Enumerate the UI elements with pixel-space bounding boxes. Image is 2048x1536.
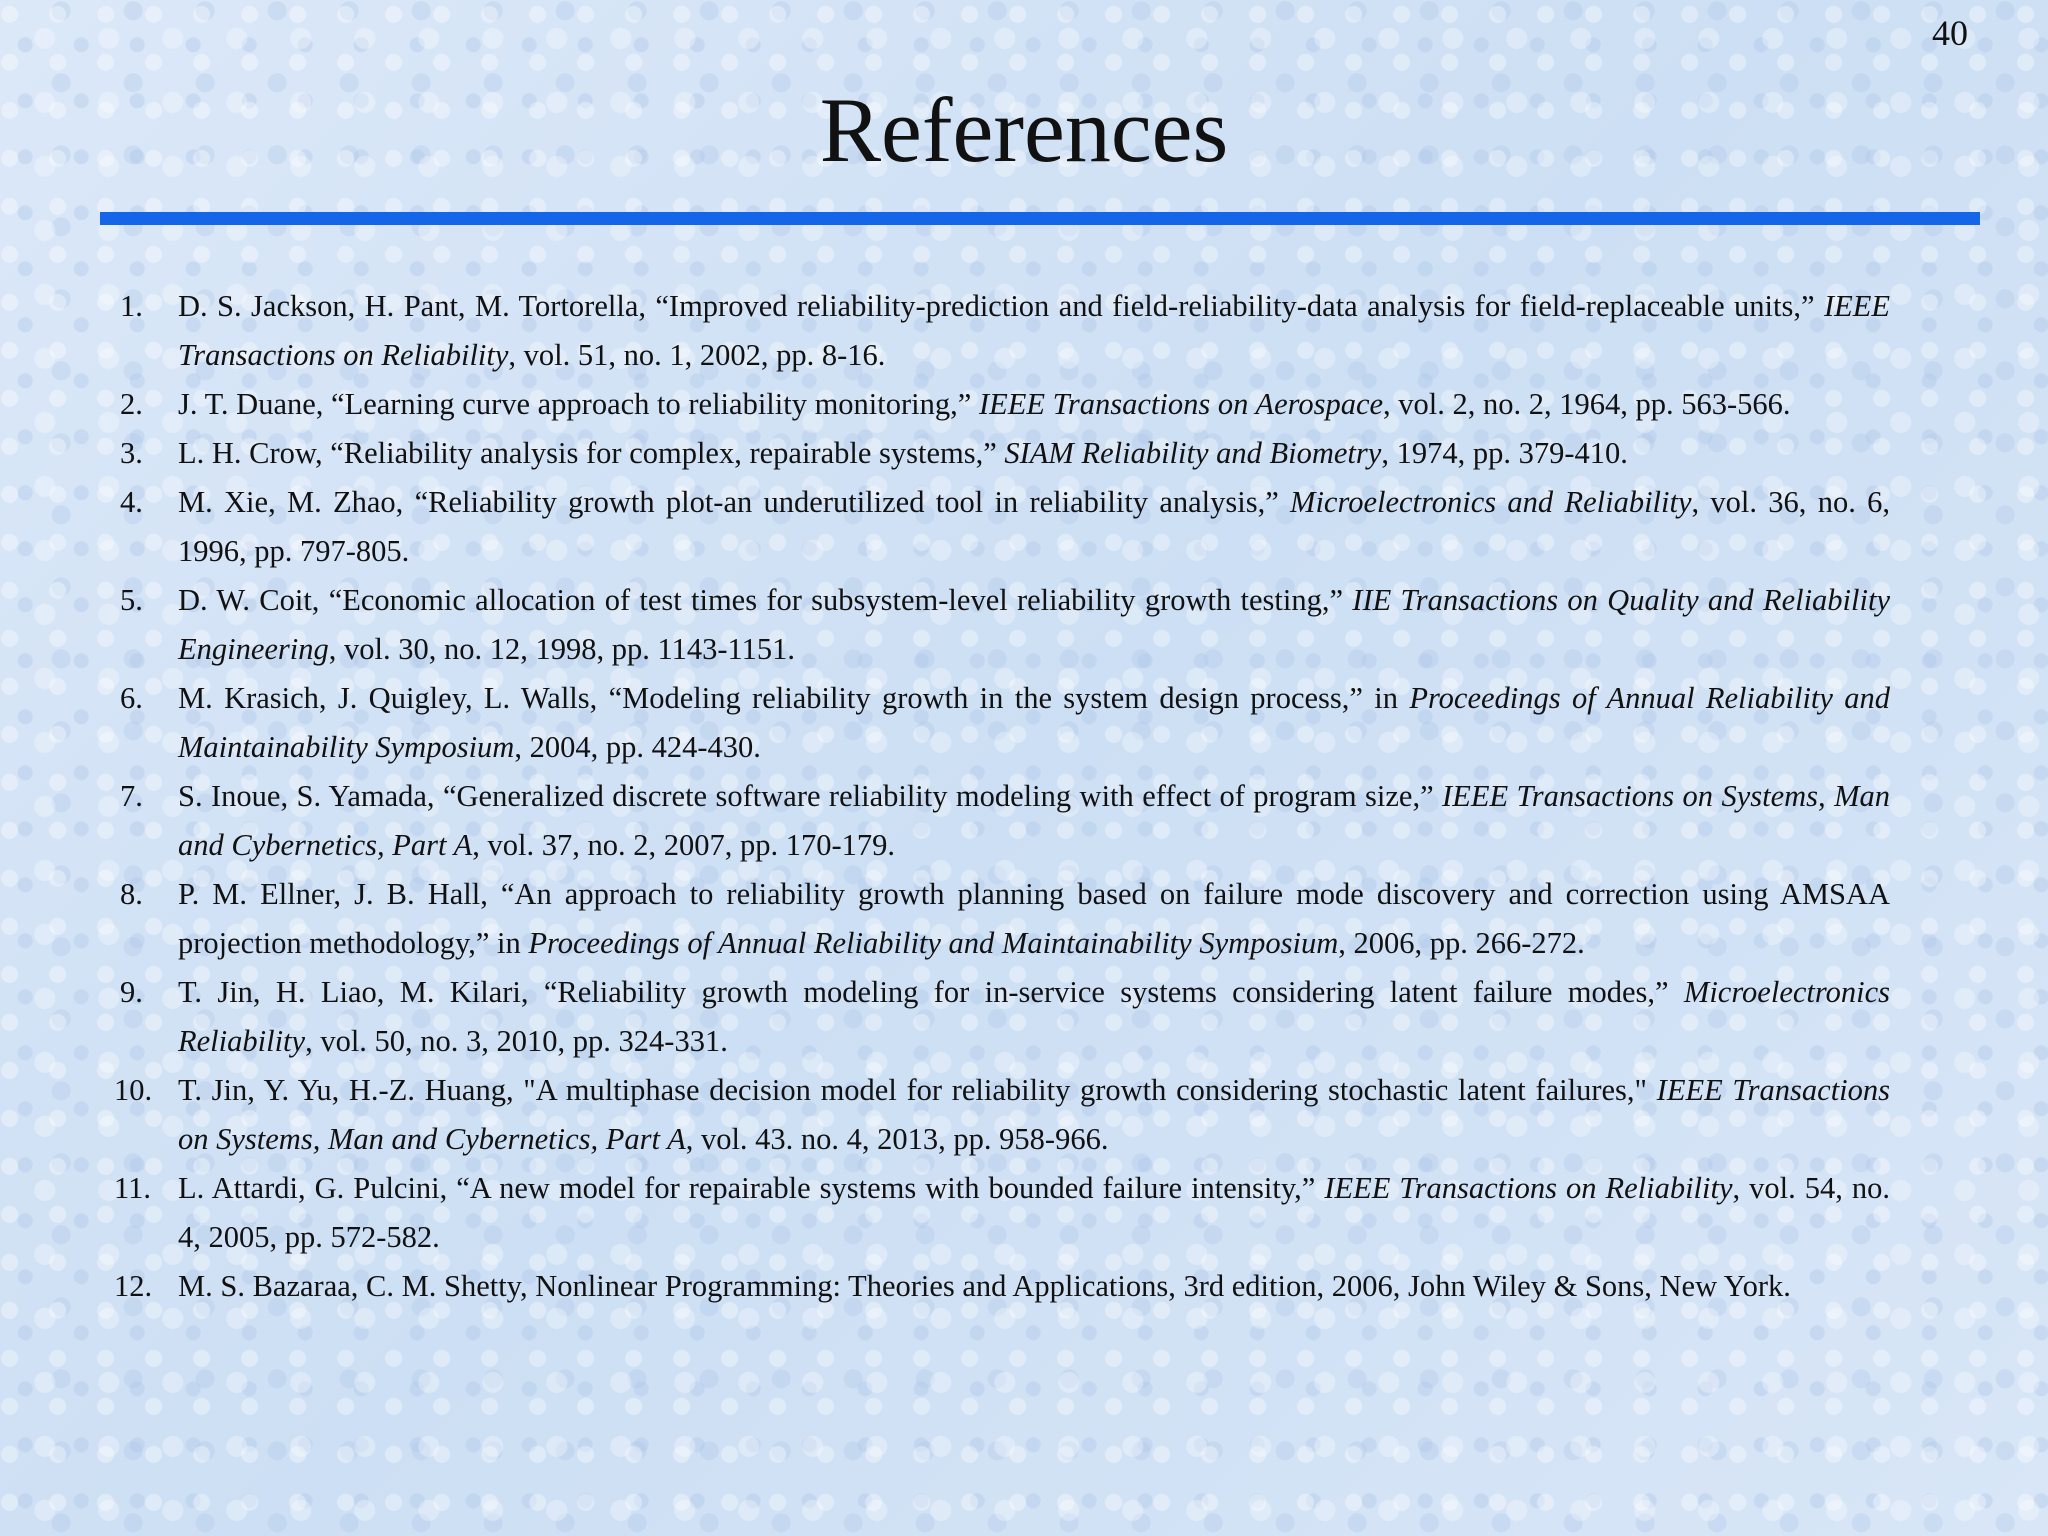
reference-details: , vol. 37, no. 2, 2007, pp. 170-179. <box>472 828 895 862</box>
reference-number: 12. <box>114 1269 153 1303</box>
reference-text <box>178 1171 1890 1254</box>
reference-venue: Microelectronics and Reliability <box>1290 485 1692 519</box>
reference-venue: SIAM Reliability and Biometry <box>1004 436 1382 470</box>
reference-item-9 <box>120 968 1890 1066</box>
reference-details: , vol. 2, no. 2, 1964, pp. 563-566. <box>1383 387 1791 421</box>
reference-item-11 <box>114 1164 1890 1262</box>
reference-number: 2. <box>120 387 143 421</box>
page-title: References <box>819 79 1229 181</box>
slide-number: 40 <box>1932 13 1968 53</box>
reference-venue: Proceedings of Annual Reliability and Maintainability Symposium <box>528 926 1339 960</box>
reference-details: , vol. 51, no. 1, 2002, pp. 8-16. <box>508 338 886 372</box>
reference-venue: IEEE Transactions on Systems, Man and Cybernetics, Part A <box>178 1073 1891 1156</box>
reference-details: , vol. 50, no. 3, 2010, pp. 324-331. <box>305 1024 728 1058</box>
reference-list <box>114 282 1891 1311</box>
reference-number: 3. <box>120 436 143 470</box>
reference-number: 4. <box>120 485 143 519</box>
reference-number: 11. <box>114 1171 151 1205</box>
reference-number: 8. <box>120 877 143 911</box>
reference-text <box>178 681 1890 764</box>
reference-details: , vol. 43. no. 4, 2013, pp. 958-966. <box>685 1122 1109 1156</box>
reference-text <box>178 877 1890 960</box>
title-divider <box>100 212 1980 225</box>
reference-text <box>178 583 1890 666</box>
reference-text <box>178 779 1890 862</box>
reference-item-1 <box>120 282 1890 380</box>
reference-venue: Proceedings of Annual Reliability and Maintainability Symposium <box>178 681 1891 764</box>
reference-venue: IEEE Transactions on Systems, Man and Cybernetics, Part A <box>178 779 1890 862</box>
reference-authors-title: M. Xie, M. Zhao, “Reliability growth plot-an underutilized tool in reliability analysis,” <box>178 485 1291 519</box>
reference-details: , vol. 36, no. 6, 1996, pp. 797-805. <box>178 485 1890 568</box>
reference-number: 7. <box>120 779 143 813</box>
reference-venue: IEEE Transactions on Reliability <box>1324 1171 1733 1205</box>
reference-authors-title: T. Jin, Y. Yu, H.-Z. Huang, "A multiphase decision model for reliability growth considering stochastic latent failures," <box>178 1073 1657 1107</box>
reference-authors-title: L. H. Crow, “Reliability analysis for complex, repairable systems,” <box>178 436 1005 470</box>
reference-authors-title: T. Jin, H. Liao, M. Kilari, “Reliability growth modeling for in-service systems considering latent failure modes,” <box>178 975 1684 1009</box>
reference-number: 1. <box>120 289 143 323</box>
reference-item-3 <box>120 429 1890 478</box>
reference-text <box>178 289 1890 372</box>
reference-authors-title: P. M. Ellner, J. B. Hall, “An approach to reliability growth planning based on failure mode discovery and correction using AMSAA projection methodology,” in <box>178 877 1890 960</box>
reference-item-4 <box>120 478 1890 576</box>
reference-item-5 <box>120 576 1890 674</box>
reference-details: , 1974, pp. 379-410. <box>1381 436 1628 470</box>
reference-venue: Microelectronics Reliability <box>178 975 1890 1058</box>
reference-text <box>178 436 1628 470</box>
reference-authors-title: S. Inoue, S. Yamada, “Generalized discrete software reliability modeling with effect of program size,” <box>178 779 1443 813</box>
reference-authors-title: M. Krasich, J. Quigley, L. Walls, “Modeling reliability growth in the system design process,” in <box>178 681 1410 715</box>
reference-number: 6. <box>120 681 143 715</box>
reference-text <box>178 1269 1791 1303</box>
reference-details: , vol. 54, no. 4, 2005, pp. 572-582. <box>178 1171 1890 1254</box>
reference-text <box>178 485 1890 568</box>
reference-number: 10. <box>114 1073 153 1107</box>
reference-item-8 <box>120 870 1890 968</box>
reference-number: 5. <box>120 583 143 617</box>
reference-authors-title: D. W. Coit, “Economic allocation of test times for subsystem-level reliability growth testing,” <box>178 583 1353 617</box>
reference-item-10 <box>114 1066 1891 1164</box>
reference-text <box>178 975 1890 1058</box>
reference-text <box>178 387 1791 421</box>
reference-authors-title: L. Attardi, G. Pulcini, “A new model for repairable systems with bounded failure intensity,” <box>178 1171 1325 1205</box>
reference-text <box>178 1073 1890 1156</box>
reference-venue: IIE Transactions on Quality and Reliability Engineering <box>178 583 1890 666</box>
reference-details: , 2004, pp. 424-430. <box>514 730 761 764</box>
reference-number: 9. <box>120 975 143 1009</box>
reference-details: , vol. 30, no. 12, 1998, pp. 1143-1151. <box>328 632 796 666</box>
reference-authors-title: J. T. Duane, “Learning curve approach to reliability monitoring,” <box>178 387 979 421</box>
reference-authors-title: D. S. Jackson, H. Pant, M. Tortorella, “Improved reliability-prediction and field-reliability-data analysis for field-replaceable units,” <box>178 289 1824 323</box>
reference-item-2 <box>120 380 1890 429</box>
reference-details: , 2006, pp. 266-272. <box>1338 926 1585 960</box>
reference-venue: IEEE Transactions on Aerospace <box>978 387 1384 421</box>
reference-venue: IEEE Transactions on Reliability <box>178 289 1890 372</box>
reference-item-12 <box>114 1262 1890 1311</box>
reference-item-7 <box>120 772 1890 870</box>
reference-authors-title: M. S. Bazaraa, C. M. Shetty, Nonlinear Programming: Theories and Applications, 3rd edition, 2006, John Wiley & Sons, New York. <box>178 1269 1791 1303</box>
reference-item-6 <box>120 674 1890 772</box>
